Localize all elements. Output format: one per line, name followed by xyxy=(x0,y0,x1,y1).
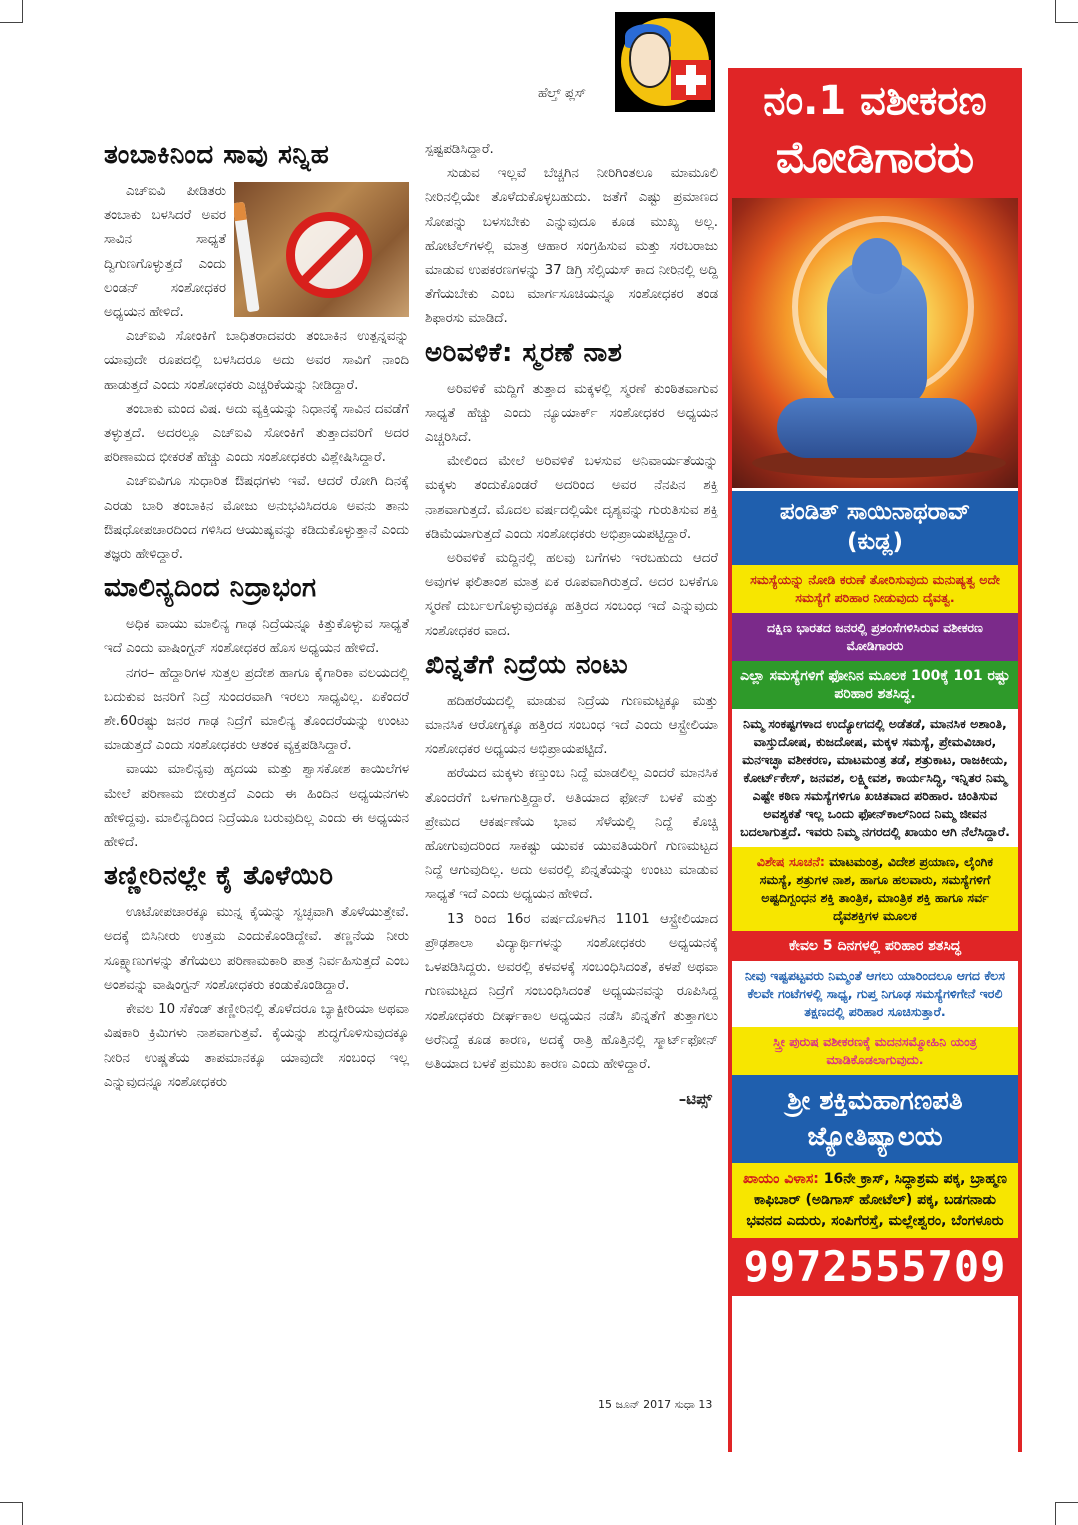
article-column-2 xyxy=(425,138,718,1111)
ad-band-institution: ಶ್ರೀ ಶಕ್ತಿಮಹಾಗಣಪತಿ ಜ್ಯೋತಿಷ್ಯಾಲಯ xyxy=(732,1075,1018,1163)
ad-band-guarantee: ಎಲ್ಲಾ ಸಮಸ್ಯೆಗಳಿಗೆ ಫೋನಿನ ಮೂಲಕ 100ಕ್ಕೆ 101 ರಷ್ಟು ಪರಿಹಾರ ಶತಸಿದ್ಧ. xyxy=(732,661,1018,709)
headline-depression-sleep: ಖಿನ್ನತೆಗೆ ನಿದ್ರೆಯ ನಂಟು xyxy=(425,649,629,680)
ad-address-lead: ಖಾಯಂ ವಿಳಾಸ: xyxy=(743,1171,819,1187)
paragraph: ಸ್ಪಷ್ಟಪಡಿಸಿದ್ದಾರೆ. xyxy=(425,142,494,157)
paragraph: ವಾಯು ಮಾಲಿನ್ಯವು ಹೃದಯ ಮತ್ತು ಶ್ವಾಸಕೋಶ ಕಾಯಿಲೆಗಳ ಮೇಲೆ ಪರಿಣಾಮ ಬೀರುತ್ತದೆ ಎಂದು ಈ ಹಿಂದಿನ ಅಧ್ಯಯನಗಳು ಹೇಳಿದ್ದವು. ಮಾಲಿನ್ಯದಿಂದ ನಿದ್ರೆಯೂ ಬರುವುದಿಲ್ಲ ಎಂದು ಈ ಅಧ್ಯಯನ ಹೇಳಿದೆ. xyxy=(104,762,409,851)
paragraph: ಹದಿಹರೆಯದಲ್ಲಿ ಮಾಡುವ ನಿದ್ರೆಯ ಗುಣಮಟ್ಟಕ್ಕೂ ಮತ್ತು ಮಾನಸಿಕ ಆರೋಗ್ಯಕ್ಕೂ ಹತ್ತಿರದ ಸಂಬಂಧ ಇದೆ ಎಂದು ಆಸ್ಟ್ರೇಲಿಯಾ ಸಂಶೋಧಕರ ಅಧ್ಯಯನ ಅಭಿಪ್ರಾಯಪಟ್ಟಿದೆ. xyxy=(425,693,718,758)
ad-band-quote: ಸಮಸ್ಯೆಯನ್ನು ನೋಡಿ ಕರುಣೆ ತೋರಿಸುವುದು ಮನುಷ್ಯತ್ವ ಅದೇ ಸಮಸ್ಯೆಗೆ ಪರಿಹಾರ ನೀಡುವುದು ದೈವತ್ವ. xyxy=(732,565,1018,613)
ad-band-services: ನಿಮ್ಮ ಸಂಕಷ್ಟಗಳಾದ ಉದ್ಯೋಗದಲ್ಲಿ ಅಡೆತಡೆ, ಮಾನಸಿಕ ಅಶಾಂತಿ, ವಾಸ್ತುದೋಷ, ಕುಜದೋಷ, ಮಕ್ಕಳ ಸಮಸ್ಯೆ, ಪ್ರೇಮವಿಚಾರ, ಮನಇಚ್ಛಾ ವಶೀಕರಣ, ಮಾಟಮಂತ್ರ ತಡೆ, ಶತ್ರುಕಾಟ, ರಾಜಕೀಯ, ಕೋರ್ಟ್‌ಕೇಸ್, ಜನವಶ, ಲಕ್ಷ್ಮೀವಶ, ಕಾರ್ಯಸಿದ್ಧಿ, ಇನ್ನಿತರ ನಿಮ್ಮ ಎಷ್ಟೇ ಕಠಿಣ ಸಮಸ್ಯೆಗಳಿಗೂ ಖಚಿತವಾದ ಪರಿಹಾರ. ಚಿಂತಿಸುವ ಅವಶ್ಯಕತೆ ಇಲ್ಲ ಒಂದು ಫೋನ್‌ಕಾಲ್‌ನಿಂದ ನಿಮ್ಮ ಜೀವನ ಬದಲಾಗುತ್ತದೆ. ಇವರು ನಿಮ್ಮ ನಗರದಲ್ಲಿ ಖಾಯಂ ಆಗಿ ನೆಲೆಸಿದ್ದಾರೆ. xyxy=(732,709,1018,847)
headline-tobacco: ತಂಬಾಕಿನಿಂದ ಸಾವು ಸನ್ನಿಹ xyxy=(104,140,330,170)
ad-special-lead: ವಿಶೇಷ ಸೂಚನೆ: xyxy=(756,854,825,869)
paragraph: ಅರಿವಳಿಕೆ ಮದ್ದಿನಲ್ಲಿ ಹಲವು ಬಗೆಗಳು ಇರಬಹುದು ಆದರೆ ಅವುಗಳ ಫಲಿತಾಂಶ ಮಾತ್ರ ಏಕ ರೂಪವಾಗಿರುತ್ತದೆ. ಅದರ ಬಳಕೆಗೂ ಸ್ಮರಣೆ ದುರ್ಬಲಗೊಳ್ಳುವುದಕ್ಕೂ ಹತ್ತಿರದ ಸಂಬಂಧ ಇದೆ ಎನ್ನುವುದು ಸಂಶೋಧಕರ ವಾದ. xyxy=(425,551,718,639)
paragraph: ಎಚ್‌ಐವಿಗೂ ಸುಧಾರಿತ ಔಷಧಗಳು ಇವೆ. ಆದರೆ ರೋಗಿ ದಿನಕ್ಕೆ ಎರಡು ಬಾರಿ ತಂಬಾಕಿನ ಮೋಜು ಅನುಭವಿಸಿದರೂ ಅವನು ತಾನು ಔಷಧೋಪಚಾರದಿಂದ ಗಳಿಸಿದ ಆಯುಷ್ಯವನ್ನು ಕಡಿದುಕೊಳ್ಳುತ್ತಾನೆ ಎಂದು ತಜ್ಞರು ಹೇಳಿದ್ದಾರೆ. xyxy=(104,474,409,563)
shiva-illustration xyxy=(732,198,1018,488)
paragraph: ಎಚ್‌ಐವಿ ಪೀಡಿತರು ತಂಬಾಕು ಬಳಸಿದರೆ ಅವರ ಸಾವಿನ ಸಾಧ್ಯತೆ ದ್ವಿಗುಣಗೊಳ್ಳುತ್ತದೆ ಎಂದು ಲಂಡನ್ ಸಂಶೋಧಕರ ಅಧ್ಯಯನ ಹೇಳಿದೆ. xyxy=(104,184,226,321)
advertisement xyxy=(728,68,1022,1452)
headline-cold-water-wash: ತಣ್ಣೀರಿನಲ್ಲೇ ಕೈ ತೊಳೆಯಿರಿ xyxy=(104,861,334,892)
crop-mark-top-left xyxy=(0,0,23,23)
paragraph: ಎಚ್‌ಐವಿ ಸೋಂಕಿಗೆ ಬಾಧಿತರಾದವರು ತಂಬಾಕಿನ ಉತ್ಪನ್ನವನ್ನು ಯಾವುದೇ ರೂಪದಲ್ಲಿ ಬಳಸಿದರೂ ಅದು ಅವರ ಸಾವಿಗೆ ನಾಂದಿ ಹಾಡುತ್ತದೆ ಎಂದು ಸಂಶೋಧಕರು ಎಚ್ಚರಿಕೆಯನ್ನು ನೀಡಿದ್ದಾರೆ. xyxy=(104,329,409,393)
ad-band-five-days: ಕೇವಲ 5 ದಿನಗಳಲ್ಲಿ ಪರಿಹಾರ ಶತಸಿದ್ಧ xyxy=(732,931,1018,961)
ad-name-line-1: ಪಂಡಿತ್ ಸಾಯಿನಾಥರಾವ್ xyxy=(779,499,971,525)
ad-title-line-2: ಮೋಡಿಗಾರರು xyxy=(775,132,975,183)
paragraph: ಮೇಲಿಂದ ಮೇಲೆ ಅರಿವಳಿಕೆ ಬಳಸುವ ಅನಿವಾರ್ಯತೆಯನ್ನು ಮಕ್ಕಳು ತಂದುಕೊಂಡರೆ ಅದರಿಂದ ಅವರ ನೆನಪಿನ ಶಕ್ತಿ ನಾಶವಾಗುತ್ತದೆ. ಮೊದಲ ವರ್ಷದಲ್ಲಿಯೇ ದೃಶ್ಯವನ್ನು ಗುರುತಿಸುವ ಶಕ್ತಿ ಕಡಿಮೆಯಾಗುತ್ತದೆ ಎಂದು ಸಂಶೋಧಕರು ಅಭಿಪ್ರಾಯಪಟ್ಟಿದ್ದಾರೆ. xyxy=(425,454,718,542)
byline-signature: –ಟಿಪ್ಸ್ xyxy=(678,1090,712,1109)
ad-band-praise: ದಕ್ಷಿಣ ಭಾರತದ ಜನರಲ್ಲಿ ಪ್ರಶಂಸೆಗಳಿಸಿರುವ ವಶೀಕರಣ ಮೋಡಿಗಾರರು xyxy=(732,613,1018,661)
crop-mark-bottom-right xyxy=(1055,1502,1078,1525)
paragraph: ನಗರ– ಹೆದ್ದಾರಿಗಳ ಸುತ್ತಲ ಪ್ರದೇಶ ಹಾಗೂ ಕೈಗಾರಿಕಾ ವಲಯದಲ್ಲಿ ಬದುಕುವ ಜನರಿಗೆ ನಿದ್ರೆ ಸುಂದರವಾಗಿ ಇರಲು ಸಾಧ್ಯವಿಲ್ಲ. ಏಕೆಂದರೆ ಶೇ.60ರಷ್ಟು ಜನರ ಗಾಢ ನಿದ್ರೆಗೆ ಮಾಲಿನ್ಯ ತೊಂದರೆಯನ್ನು ಉಂಟು ಮಾಡುತ್ತದೆ ಎಂದು ಸಂಶೋಧಕರು ಆತಂಕ ವ್ಯಕ್ತಪಡಿಸಿದ್ದಾರೆ. xyxy=(104,665,409,754)
paragraph: ಹರೆಯದ ಮಕ್ಕಳು ಕಣ್ತುಂಬ ನಿದ್ದೆ ಮಾಡಲಿಲ್ಲ ಎಂದರೆ ಮಾನಸಿಕ ತೊಂದರೆಗೆ ಒಳಗಾಗುತ್ತಿದ್ದಾರೆ. ಅತಿಯಾದ ಫೋನ್ ಬಳಕೆ ಮತ್ತು ಪ್ರೇಮದ ಆಕರ್ಷಣೆಯ ಭಾವ ಸೆಳೆಯಲ್ಲಿ ನಿದ್ದೆ ಕೊಚ್ಚಿ ಹೋಗುವುದರಿಂದ ಸಾಕಷ್ಟು ಯುವಕ ಯುವತಿಯರಿಗೆ ಗುಣಮಟ್ಟದ ನಿದ್ದೆ ಆಗುವುದಿಲ್ಲ. ಅದು ಅವರಲ್ಲಿ ಖಿನ್ನತೆಯನ್ನು ಉಂಟು ಮಾಡುವ ಸಾಧ್ಯತೆ ಇದೆ ಎಂದು ಅಧ್ಯಯನ ಹೇಳಿದೆ. xyxy=(425,766,718,903)
ad-special-text: ಮಾಟಮಂತ್ರ, ವಿದೇಶ ಪ್ರಯಾಣ, ಲೈಂಗಿಕ ಸಮಸ್ಯೆ, ಶತ್ರುಗಳ ನಾಶ, ಹಾಗೂ ಹಲವಾರು, ಸಮಸ್ಯೆಗಳಿಗೆ ಅಷ್ಟದಿಗ್ಬಂಧನ ಶಕ್ತಿ ತಾಂತ್ರಿಕ, ಮಾಂತ್ರಿಕ ಶಕ್ತಿ ಹಾಗೂ ಸರ್ವ ದೈವಶಕ್ತಿಗಳ ಮೂಲಕ xyxy=(759,854,994,923)
ad-astrologer-name xyxy=(732,488,1018,565)
paragraph: 13 ರಿಂದ 16ರ ವರ್ಷದೊಳಗಿನ 1101 ಆಸ್ಟ್ರೇಲಿಯಾದ ಪ್ರೌಢಶಾಲಾ ವಿದ್ಯಾರ್ಥಿಗಳನ್ನು ಸಂಶೋಧಕರು ಅಧ್ಯಯನಕ್ಕೆ ಒಳಪಡಿಸಿದ್ದರು. ಅವರಲ್ಲಿ ಕಳವಳಕ್ಕೆ ಸಂಬಂಧಿಸಿದಂತೆ, ಕಳಪೆ ಅಥವಾ ಗುಣಮಟ್ಟದ ನಿದ್ರೆಗೆ ಸಂಬಂಧಿಸಿದಂತೆ ಅಧ್ಯಯನವನ್ನು ರೂಪಿಸಿದ್ದ ಸಂಶೋಧಕರು ದೀರ್ಘಕಾಲ ಅಧ್ಯಯನ ನಡೆಸಿ ಖಿನ್ನತೆಗೆ ತುತ್ತಾಗಲು ಅರೆನಿದ್ದೆ ಕೂಡ ಕಾರಣ, ಅದಕ್ಕೆ ರಾತ್ರಿ ಹೊತ್ತಿನಲ್ಲಿ ಸ್ಮಾರ್ಟ್‌ಫೋನ್ ಅತಿಯಾದ ಬಳಕೆ ಪ್ರಮುಖ ಕಾರಣ ಎಂದು ಹೇಳಿದ್ದಾರೆ. xyxy=(425,911,718,1072)
crop-mark-top-right xyxy=(1055,0,1078,23)
article-column-1 xyxy=(104,138,409,1095)
section-label: ಹೆಲ್ತ್ ಪ್ಲಸ್ xyxy=(538,86,586,101)
paragraph: ಕೇವಲ 10 ಸೆಕೆಂಡ್ ತಣ್ಣೀರಿನಲ್ಲಿ ತೊಳೆದರೂ ಬ್ಯಾಕ್ಟೀರಿಯಾ ಅಥವಾ ವಿಷಕಾರಿ ಕ್ರಿಮಿಗಳು ನಾಶವಾಗುತ್ತವೆ. ಕೈಯನ್ನು ಶುದ್ಧಗೊಳಿಸುವುದಕ್ಕೂ ನೀರಿನ ಉಷ್ಣತೆಯ ತಾಪಮಾನಕ್ಕೂ ಯಾವುದೇ ಸಂಬಂಧ ಇಲ್ಲ ಎನ್ನುವುದನ್ನೂ ಸಂಶೋಧಕರು xyxy=(104,1002,409,1090)
paragraph: ಅಧಿಕ ವಾಯು ಮಾಲಿನ್ಯ ಗಾಢ ನಿದ್ರೆಯನ್ನೂ ಕಿತ್ತುಕೊಳ್ಳುವ ಸಾಧ್ಯತೆ ಇದೆ ಎಂದು ವಾಷಿಂಗ್ಟನ್ ಸಂಶೋಧಕರ ಹೊಸ ಅಧ್ಯಯನ ಹೇಳಿದೆ. xyxy=(104,617,409,657)
page-footer: 15 ಜೂನ್ 2017 ಸುಧಾ 13 xyxy=(598,1398,713,1411)
ad-name-line-2: (ಕುಡ್ಲ) xyxy=(846,529,904,555)
crop-mark-bottom-left xyxy=(0,1502,23,1525)
ad-address-text: 16ನೇ ಕ್ರಾಸ್, ಸಿದ್ಧಾಶ್ರಮ ಪಕ್ಕ, ಬ್ರಾಹ್ಮಣ ಕಾಫಿಬಾರ್ (ಅಡಿಗಾಸ್ ಹೋಟೆಲ್) ಪಕ್ಕ, ಬಡಗನಾಡು ಭವನದ ಎದುರು, ಸಂಪಿಗೆರಸ್ತೆ, ಮಲ್ಲೇಶ್ವರಂ, ಬೆಂಗಳೂರು xyxy=(746,1171,1007,1229)
ad-band-special xyxy=(732,847,1018,931)
paragraph: ಸುಡುವ ಇಲ್ಲವೆ ಬೆಚ್ಚಗಿನ ನೀರಿಗಿಂತಲೂ ಮಾಮೂಲಿ ನೀರಿನಲ್ಲಿಯೇ ತೊಳೆದುಕೊಳ್ಳಬಹುದು. ಜತೆಗೆ ಎಷ್ಟು ಪ್ರಮಾಣದ ಸೋಪನ್ನು ಬಳಸಬೇಕು ಎನ್ನುವುದೂ ಕೂಡ ಮುಖ್ಯ ಅಲ್ಲ. ಹೋಟೆಲ್‌ಗಳಲ್ಲಿ ಮಾತ್ರ ಆಹಾರ ಸಂಗ್ರಹಿಸುವ ಮತ್ತು ಸರಬರಾಜು ಮಾಡುವ ಉಪಕರಣಗಳನ್ನು 37 ಡಿಗ್ರಿ ಸೆಲ್ಸಿಯಸ್‌ ಕಾದ ನೀರಿನಲ್ಲಿ ಅದ್ದಿ ತೆಗೆಯಬೇಕು ಎಂಬ ಮಾರ್ಗಸೂಚಿಯನ್ನೂ ಸಂಶೋಧಕರ ತಂಡ ಶಿಫಾರಸು ಮಾಡಿದೆ. xyxy=(425,166,718,327)
ad-band-address xyxy=(732,1163,1018,1238)
paragraph: ತಂಬಾಕು ಮಂದ ವಿಷ. ಅದು ವ್ಯಕ್ತಿಯನ್ನು ನಿಧಾನಕ್ಕೆ ಸಾವಿನ ದವಡೆಗೆ ತಳ್ಳುತ್ತದೆ. ಅದರಲ್ಲೂ ಎಚ್‌ಐವಿ ಸೋಂಕಿಗೆ ತುತ್ತಾದವರಿಗೆ ಅದರ ಪರಿಣಾಮದ ಭೀಕರತೆ ಹೆಚ್ಚು ಎಂದು ಸಂಶೋಧಕರು ವಿಶ್ಲೇಷಿಸಿದ್ದಾರೆ. xyxy=(104,401,409,466)
headline-pollution-sleep: ಮಾಲಿನ್ಯದಿಂದ ನಿದ್ರಾಭಂಗ xyxy=(104,573,317,604)
ad-header xyxy=(732,68,1018,198)
ad-phone-number[interactable]: 9972555709 xyxy=(732,1238,1018,1296)
headline-anesthesia-memory: ಅರಿವಳಿಕೆ: ಸ್ಮರಣೆ ನಾಶ xyxy=(425,337,623,368)
health-plus-logo-icon xyxy=(615,12,715,112)
paragraph: ಊಟೋಪಚಾರಕ್ಕೂ ಮುನ್ನ ಕೈಯನ್ನು ಸ್ವಚ್ಛವಾಗಿ ತೊಳೆಯುತ್ತೇವೆ. ಅದಕ್ಕೆ ಬಿಸಿನೀರು ಉತ್ತಮ ಎಂದುಕೊಂಡಿದ್ದೇವೆ. ತಣ್ಣನೆಯ ನೀರು ಸೂಕ್ಷ್ಮಾಣುಗಳನ್ನು ತೆಗೆಯಲು ಪರಿಣಾಮಕಾರಿ ಪಾತ್ರ ನಿರ್ವಹಿಸುತ್ತದೆ ಎಂಬ ಅಂಶವನ್ನು ವಾಷಿಂಗ್ಟನ್ ಸಂಶೋಧಕರು ಕಂಡುಕೊಂಡಿದ್ದಾರೆ. xyxy=(104,905,409,993)
ad-band-desire: ನೀವು ಇಷ್ಟಪಟ್ಟವರು ನಿಮ್ಮಂತೆ ಆಗಲು ಯಾರಿಂದಲೂ ಆಗದ ಕೆಲಸ ಕೆಲವೇ ಗಂಟೆಗಳಲ್ಲಿ ಸಾಧ್ಯ, ಗುಪ್ತ ನಿಗೂಢ ಸಮಸ್ಯೆಗಳಿಗೇನೆ ಇರಲಿ ತಕ್ಷಣದಲ್ಲಿ ಪರಿಹಾರ ಸೂಚಿಸುತ್ತಾರೆ. xyxy=(732,961,1018,1027)
ad-band-yantra: ಸ್ತ್ರೀ ಪುರುಷ ವಶೀಕರಣಕ್ಕೆ ಮದನಸಮ್ಮೋಹಿನಿ ಯಂತ್ರ ಮಾಡಿಕೊಡಲಾಗುವುದು. xyxy=(732,1027,1018,1075)
no-smoking-icon xyxy=(234,182,409,317)
ad-title-line-1: ನಂ.1 ವಶೀಕರಣ xyxy=(763,78,987,124)
paragraph: ಅರಿವಳಿಕೆ ಮದ್ದಿಗೆ ತುತ್ತಾದ ಮಕ್ಕಳಲ್ಲಿ ಸ್ಮರಣೆ ಕುಂಠಿತವಾಗುವ ಸಾಧ್ಯತೆ ಹೆಚ್ಚು ಎಂದು ನ್ಯೂಯಾರ್ಕ್ ಸಂಶೋಧಕರ ಅಧ್ಯಯನ ಎಚ್ಚರಿಸಿದೆ. xyxy=(425,381,718,446)
